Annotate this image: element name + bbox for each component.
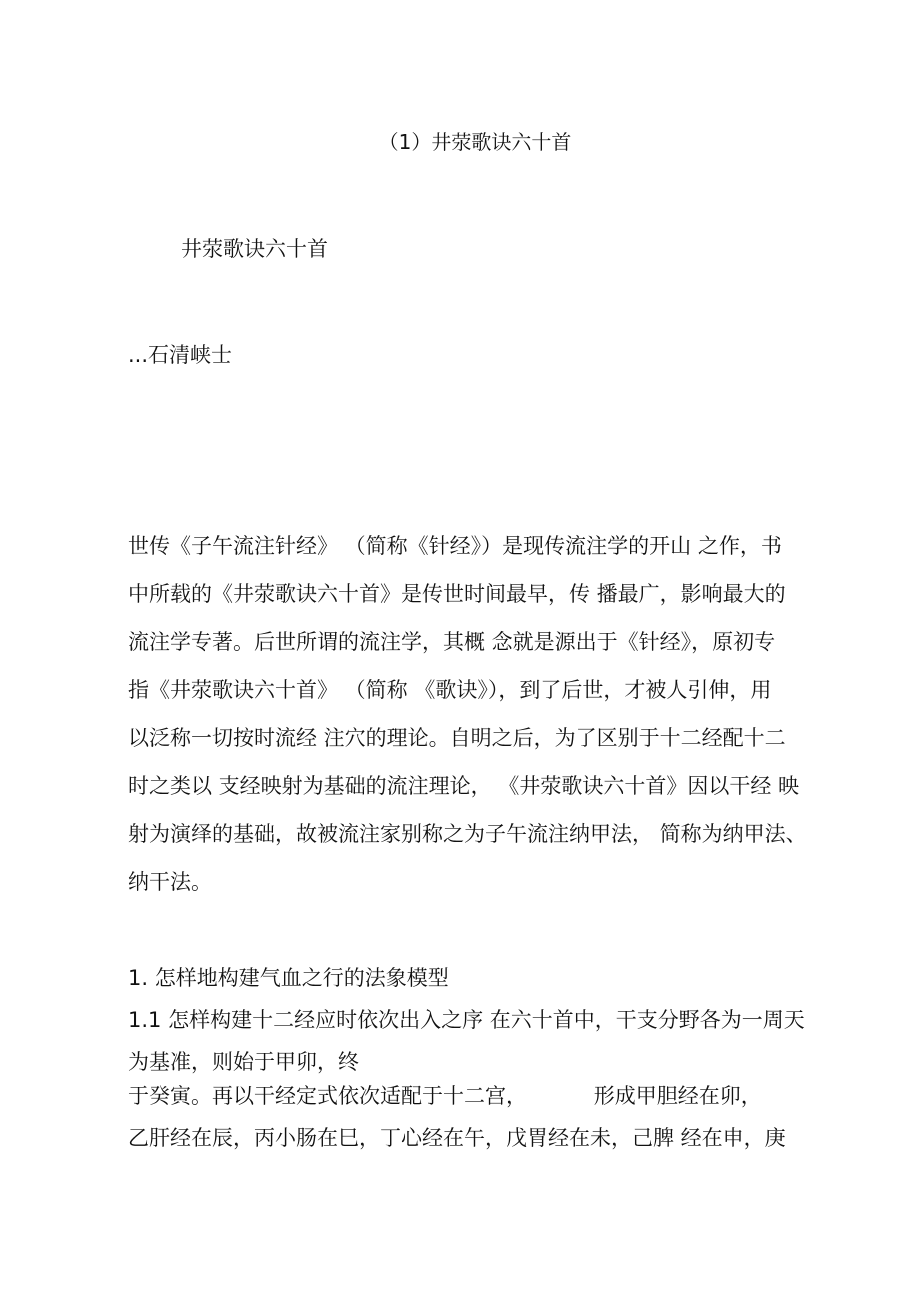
section-1 [128, 962, 818, 1164]
document-subtitle: 井荥歌诀六十首 [181, 237, 328, 261]
paragraph-line: 以泛称一切按时流经 注穴的理论。自明之后，为了区别于十二经配十二 [128, 726, 786, 750]
paragraph-line: 世传《子午流注针经》 （简称《针经》）是现传流注学的开山 之作，书 [128, 534, 782, 558]
paragraph-line: 流注学专著。后世所谓的流注学，其概 念就是源出于《针经》，原初专 [128, 630, 776, 654]
paragraph-line: 时之类以 支经映射为基础的流注理论， 《井荥歌诀六十首》因以干经 映 [128, 774, 800, 798]
subsection-heading: 1.1 怎样构建十二经应时依次出入之序 在六十首中，干支分野各为一周天 [128, 1008, 805, 1032]
paragraph-line: 为基准，则始于甲卯，终 [128, 1050, 359, 1074]
paragraph-line: 于癸寅。再以干经定式依次适配于十二宫， 形成甲胆经在卯， [128, 1084, 762, 1108]
document-title: （1）井荥歌诀六十首 [378, 130, 572, 154]
author-line: ...石清峡士 [128, 343, 233, 367]
paragraph-line: 中所载的《井荥歌诀六十首》是传世时间最早，传 播最广，影响最大的 [128, 582, 786, 606]
section-heading: 1. 怎样地构建气血之行的法象模型 [128, 966, 449, 990]
intro-paragraph [128, 530, 818, 914]
paragraph-line: 乙肝经在辰，丙小肠在巳，丁心经在午，戊胃经在未，己脾 经在申，庚 [128, 1126, 786, 1150]
paragraph-line: 纳干法。 [128, 870, 212, 894]
paragraph-line: 指《井荥歌诀六十首》 （简称 《歌诀》），到了后世，才被人引伸，用 [128, 678, 772, 702]
paragraph-line: 射为演绎的基础，故被流注家别称之为子午流注纳甲法， 简称为纳甲法、 [128, 822, 807, 846]
